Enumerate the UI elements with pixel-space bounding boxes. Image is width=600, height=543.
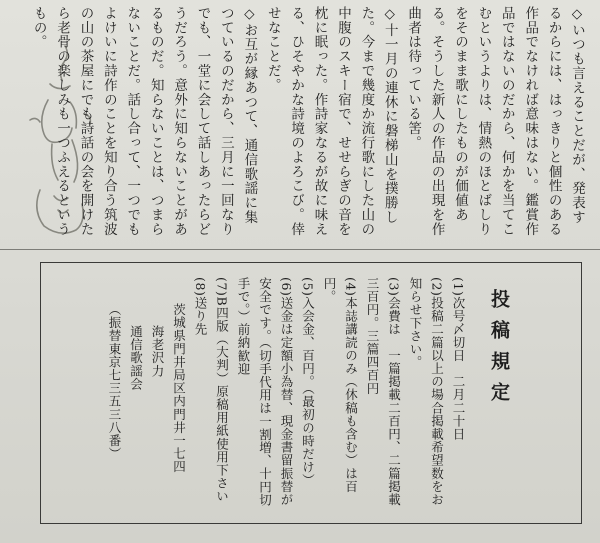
rule-item: (1)次号〆切日 二月二十日	[451, 277, 466, 441]
editorial-notes	[30, 6, 588, 238]
recipient-name: 海老沢力	[150, 325, 165, 378]
transfer-account: （振替東京七三五三八番）	[107, 303, 122, 461]
rule-item: (4)本誌講読のみ（休稿も含む）は百円。	[322, 277, 359, 494]
rule-item: (7)B四版（大判）原稿用紙使用下さい	[214, 277, 230, 503]
rule-item: (3)会費は 一篇掲載二百円、二篇掲載三百円。三篇四百円	[365, 277, 402, 507]
rule-item: (5)入会金、百円。（最初の時だけ）	[300, 277, 316, 487]
rules-list	[55, 277, 469, 515]
organization-name: 通信歌謡会	[128, 325, 144, 391]
rule-item: (6)送金は定額小為替、現金書留振替が安全です。（切手代用は一割増、十円切手で。）前納歓迎	[236, 277, 294, 507]
submission-rules-box	[40, 262, 582, 524]
rules-title: 投稿規定	[488, 289, 510, 413]
note-paragraph: ◇十一月の連休に磐梯山を撲勝した。今まで幾度か流行歌にした山の中腹のスキー宿で、せせらぎの音を枕に眠った。作詩家なるが故に味える、ひそやかな詩境のよろこび。倖せなことだ。	[264, 6, 398, 237]
note-paragraph: ◇お互が縁あつて、通信歌謡に集つているのだから、三月に一回なりでも、一堂に会して話しあったらどうだろう。意外に知らないことがあるものだ。知らないことは、つまらないことだ。話し合って、一つでもよけいに詩作のことを知り合う筑波の山の茶屋にでも詩話の会を開けたら老骨の楽しみも一つふえるというもの。	[30, 6, 258, 237]
note-paragraph: ◇いつも言えることだが、発表するからには、はっきりと個性のある作品でなければ意味はない。鑑賞作品ではないのだから、何かを当てこむというよりは、情熱のほとばしりをそのまま歌にしたものが価値ある。そうした新人の作品の出現を作曲者は待っている筈。	[405, 6, 585, 237]
rule-item: (2)投稿二篇以上の場合掲載希望数をお知らせ下さい。	[408, 277, 445, 507]
rule-item: (8)送り先	[193, 277, 208, 336]
section-divider	[0, 249, 600, 250]
address-line: 茨城県門井局区内門井一七四	[171, 303, 187, 474]
